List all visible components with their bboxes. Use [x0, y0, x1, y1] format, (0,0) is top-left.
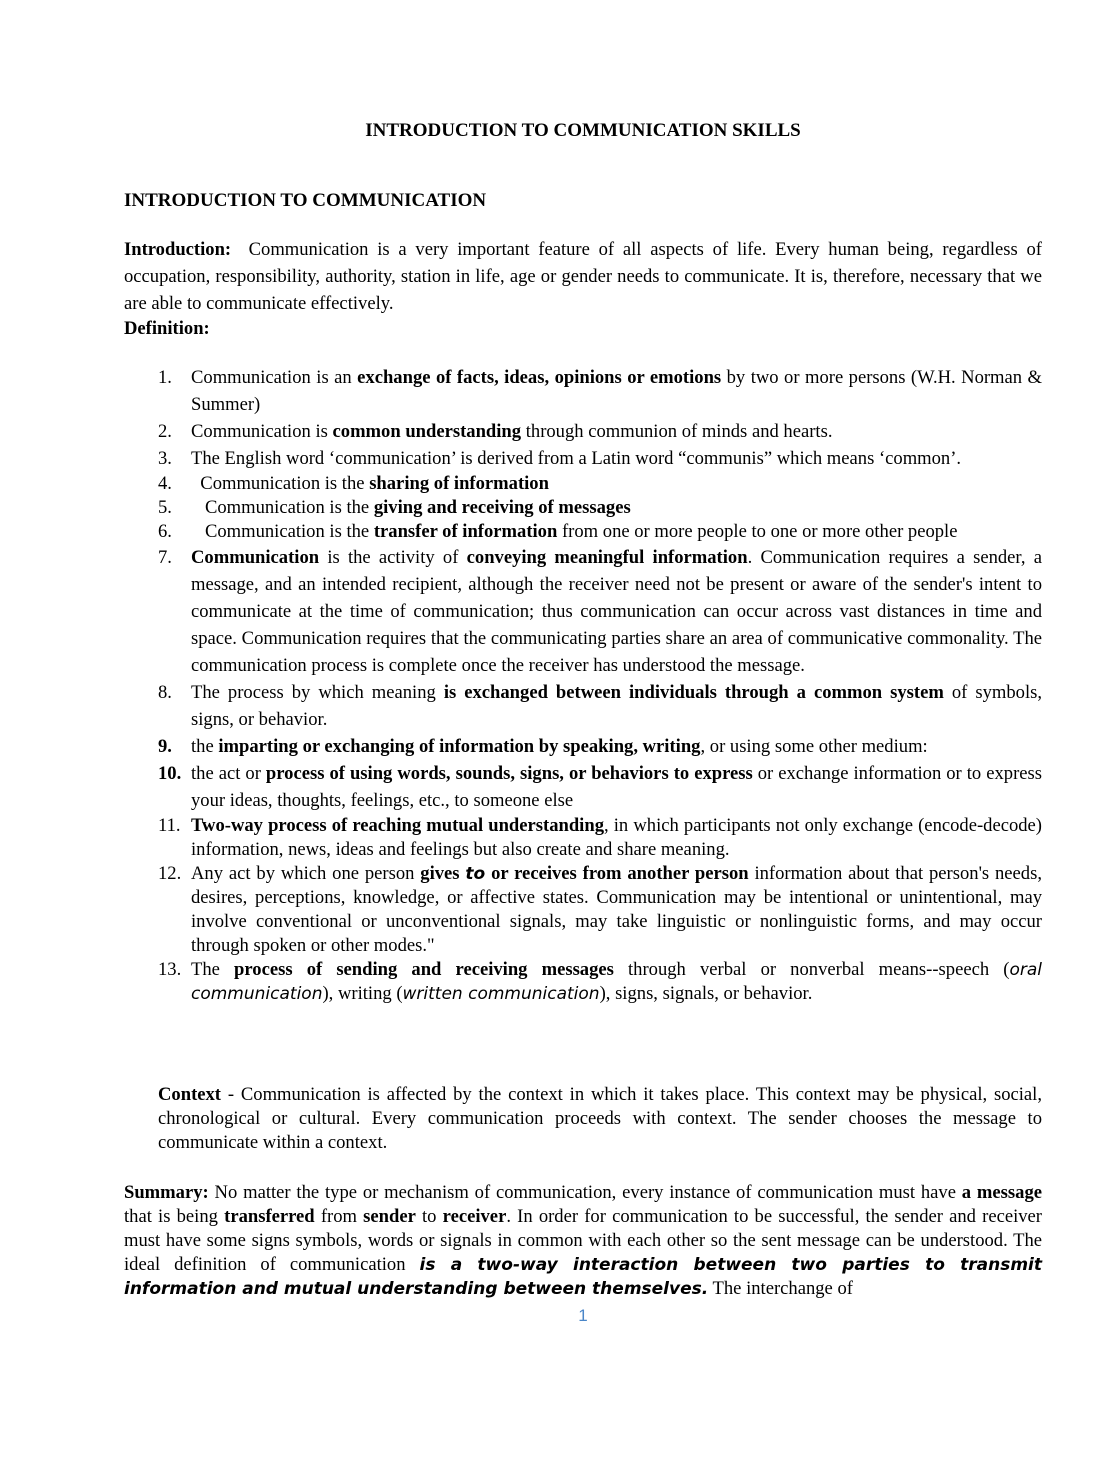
- list-bold-italic: to: [465, 864, 486, 884]
- introduction-label: Introduction:: [124, 239, 232, 260]
- list-number: 8.: [158, 682, 172, 703]
- list-item: [124, 445, 1042, 472]
- list-bold: process of sending and receiving messages: [234, 959, 614, 980]
- list-bold: sharing of information: [369, 473, 549, 494]
- list-text: the: [191, 736, 219, 757]
- list-bold: or receives from another person: [485, 863, 749, 884]
- summary-bold: sender: [363, 1206, 416, 1227]
- summary-label: Summary:: [124, 1182, 209, 1203]
- list-bold: imparting or exchanging of information by speaking, writing: [218, 736, 701, 757]
- list-text: , or using some other medium:: [700, 736, 928, 757]
- list-text: Communication is the: [191, 473, 370, 494]
- list-text: through verbal or nonverbal means--speech (: [613, 959, 1010, 980]
- summary-text: The interchange of: [708, 1278, 853, 1299]
- list-text: , in which participants not only exchange (encode-decode) information, news, ideas and feelings but also create and share meaning.: [191, 815, 1042, 860]
- list-bold: Communication: [191, 547, 320, 568]
- list-text: is the activity of: [319, 547, 467, 568]
- list-number: 1.: [158, 367, 172, 388]
- list-text: The English word ‘communication’ is derived from a Latin word “communis” which means ‘common’.: [191, 448, 962, 469]
- list-text: through communion of minds and hearts.: [521, 421, 833, 442]
- section-heading: INTRODUCTION TO COMMUNICATION: [124, 190, 487, 211]
- list-italic: oral communication: [191, 960, 1042, 1004]
- summary-text: . In order for communication to be successful, the sender and receiver must have some signs symbols, words or signals in common with each other so the sent message can be understood. The ideal definition of communication: [124, 1206, 1042, 1275]
- list-item: [124, 364, 1042, 418]
- list-text: ), signs, signals, or behavior.: [599, 983, 813, 1004]
- list-text: Communication is the: [191, 521, 374, 542]
- list-item: [124, 760, 1042, 814]
- list-text: by two or more persons (W.H. Norman & Summer): [191, 367, 1042, 415]
- summary-text: that is being: [124, 1206, 225, 1227]
- list-text: Communication is: [191, 421, 333, 442]
- summary-text: from: [314, 1206, 364, 1227]
- summary-paragraph: [124, 1181, 1042, 1301]
- list-bold: Two-way process of reaching mutual understanding: [191, 815, 604, 836]
- page-number: 1: [578, 1306, 588, 1325]
- list-item: [124, 862, 1042, 958]
- list-text: from one or more people to one or more other people: [557, 521, 958, 542]
- list-item: [124, 472, 1042, 496]
- list-number: 5.: [158, 497, 172, 518]
- list-text: . Communication requires a sender, a message, and an intended recipient, although the receiver need not be present or aware of the sender's intent to communicate at the time of communication; thus communication can occur across vast distances in time and space. Communication requires that the communicating parties share an area of communicative commonality. The communication process is complete once the receiver has understood the message.: [191, 547, 1042, 676]
- list-number: 3.: [158, 448, 172, 469]
- definition-list: [124, 364, 1042, 1006]
- summary-text: No matter the type or mechanism of communication, every instance of communication must have: [208, 1182, 962, 1203]
- list-bold: giving and receiving of messages: [373, 497, 631, 518]
- list-item: [124, 496, 1042, 520]
- list-text: ), writing (: [322, 983, 403, 1004]
- list-number: 10.: [158, 763, 182, 784]
- summary-bold: a message: [961, 1182, 1042, 1203]
- list-italic: written communication: [402, 984, 600, 1004]
- list-text: of symbols, signs, or behavior.: [191, 682, 1042, 730]
- list-text: the act or: [191, 763, 266, 784]
- summary-bold-italic: is a two-way interaction between two parties to transmit information and mutual understanding between themselves.: [124, 1255, 1042, 1299]
- list-bold: common understanding: [332, 421, 522, 442]
- summary-bold: transferred: [224, 1206, 315, 1227]
- list-bold: transfer of information: [373, 521, 558, 542]
- list-number: 4.: [158, 473, 172, 494]
- list-number: 6.: [158, 521, 172, 542]
- list-text: The process by which meaning: [191, 682, 444, 703]
- list-text: Communication is an: [191, 367, 358, 388]
- list-number: 13.: [158, 959, 182, 980]
- list-bold: gives: [420, 863, 466, 884]
- list-bold: exchange of facts, ideas, opinions or emotions: [357, 367, 722, 388]
- list-text: information about that person's needs, desires, perceptions, knowledge, or affective states. Communication may be intentional or unintentional, may involve conventional or unconventional signals, may take linguistic or nonlinguistic forms, and may occur through spoken or other modes.": [191, 863, 1042, 956]
- context-paragraph: [158, 1083, 1042, 1155]
- list-item: [124, 418, 1042, 445]
- list-item: [124, 814, 1042, 862]
- context-text: - Communication is affected by the context in which it takes place. This context may be physical, social, chronological or cultural. Every communication proceeds with context. The sender chooses the message to communicate within a context.: [158, 1084, 1042, 1153]
- definition-label: Definition:: [124, 318, 210, 339]
- context-label: Context: [158, 1084, 221, 1105]
- list-text: The: [191, 959, 235, 980]
- list-number: 2.: [158, 421, 172, 442]
- list-number: 11.: [158, 815, 181, 836]
- list-text: Any act by which one person: [191, 863, 421, 884]
- list-number: 7.: [158, 547, 172, 568]
- document-title: INTRODUCTION TO COMMUNICATION SKILLS: [365, 120, 801, 141]
- list-item: [124, 544, 1042, 679]
- introduction-text: Communication is a very important feature of all aspects of life. Every human being, regardless of occupation, responsibility, authority, station in life, age or gender needs to communicate. It is, therefore, necessary that we are able to communicate effectively.: [124, 239, 1043, 314]
- list-bold: conveying meaningful information: [466, 547, 748, 568]
- introduction-paragraph: [124, 236, 1042, 317]
- list-bold: process of using words, sounds, signs, or behaviors to express: [265, 763, 753, 784]
- list-bold: is exchanged between individuals through a common system: [443, 682, 944, 703]
- summary-text: to: [415, 1206, 443, 1227]
- list-item: [124, 958, 1042, 1006]
- list-text: or exchange information or to express your ideas, thoughts, feelings, etc., to someone else: [191, 763, 1042, 811]
- list-number: 12.: [158, 863, 182, 884]
- list-item: [124, 520, 1042, 544]
- list-item: [124, 679, 1042, 733]
- list-number: 9.: [158, 736, 172, 757]
- summary-bold: receiver: [442, 1206, 507, 1227]
- list-text: Communication is the: [191, 497, 374, 518]
- list-item: [124, 733, 1042, 760]
